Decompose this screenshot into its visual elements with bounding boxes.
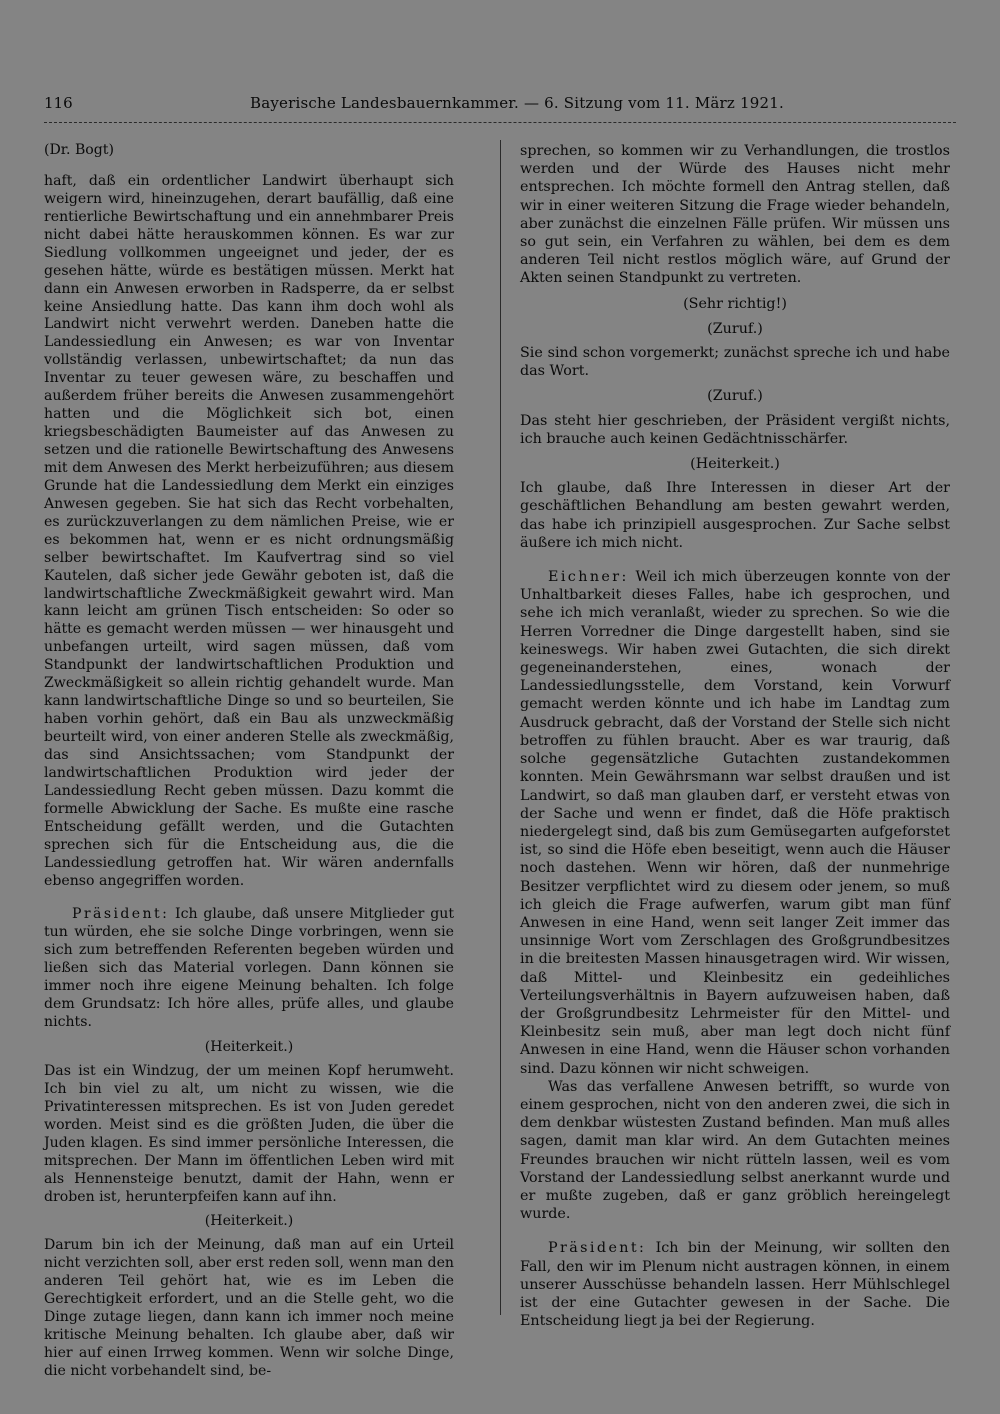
paragraph: sprechen, so kommen wir zu Verhandlungen, die trostlos werden und der Würde des Hauses nicht mehr entsprechen. Ich möchte formell den Antrag stellen, daß wir in einer weiteren Sitzung die Frage wieder behandeln, aber zunächst die einzelnen Fälle prüfen. Wir müssen uns so gut sein, ein Verfahren zu wählen, bei dem es dem anderen Teil nicht restlos möglich wäre, auf Grund der Akten seinen Standpunkt zu vertreten. <box>520 143 950 287</box>
page-number: 116 <box>44 94 73 112</box>
paragraph <box>44 906 454 1032</box>
interjection: (Zuruf.) <box>707 320 763 337</box>
page-header <box>44 94 956 118</box>
left-column <box>44 142 454 1381</box>
speaker-name: Präsident: <box>548 1240 647 1257</box>
paragraph: Was das verfallene Anwesen betrifft, so wurde von einem gesprochen, nicht von den anderen zwei, die sich in dem denkbar wüstesten Zustand befinden. Man muß alles sagen, damit man klar wird. An dem Gutachten meines Freundes brauchen wir nicht rütteln lassen, weil es vom Vorstand der Landessiedlung selbst anerkannt wurde und er mußte zugeben, daß er ganz gröblich hereingelegt wurde. <box>520 1078 950 1223</box>
speech-text: Ich glaube, daß unsere Mitglieder gut tun würden, ehe sie solche Dinge vorbringen, wenn sie sich zum betreffenden Referenten begeben würden und ließen sich das Material vorlegen. Dann können sie immer noch ihre eigene Meinung behalten. Ich folge dem Grundsatz: Ich höre alles, prüfe alles, und glaube nichts. <box>44 906 454 1031</box>
interjection: (Heiterkeit.) <box>690 456 780 473</box>
right-column <box>520 142 950 1330</box>
speaker-name: Eichner: <box>548 569 629 586</box>
interjection: (Heiterkeit.) <box>204 1213 294 1230</box>
speech-text: Ich bin der Meinung, wir sollten den Fall, den wir im Plenum nicht austragen können, in einem unserer Ausschüsse behandeln lassen. Herr Mühlschlegel ist der eine Gutachter gewesen in der Sache. Die Entscheidung liegt ja bei der Regierung. <box>520 1240 950 1330</box>
paragraph: Darum bin ich der Meinung, daß man auf ein Urteil nicht verzichten soll, aber erst reden soll, wenn man den anderen Teil gehört hat, wie es im Leben die Gerechtigkeit erfordert, und an die Stelle geht, wo die Dinge zutage liegen, dann kann ich immer noch meine kritische Meinung behalten. Ich glaube aber, daß wir hier auf einen Irrweg kommen. Wenn wir solche Dinge, die nicht vorbehandelt sind, be- <box>44 1237 454 1379</box>
paragraph: Das steht hier geschrieben, der Präsident vergißt nichts, ich brauche auch keinen Gedächtnisschärfer. <box>520 412 950 447</box>
speaker-continuation-tag: (Dr. Bogt) <box>44 142 114 158</box>
interjection: (Zuruf.) <box>707 388 763 405</box>
interjection: (Heiterkeit.) <box>204 1039 294 1055</box>
interjection: (Sehr richtig!) <box>683 295 787 312</box>
paragraph: Ich glaube, daß Ihre Interessen in dieser Art der geschäftlichen Behandlung am besten gewahrt werden, das habe ich prinzipiell ausgesprochen. Zur Sache selbst äußere ich mich nicht. <box>520 480 950 551</box>
paragraph <box>520 1239 950 1330</box>
speaker-name: Präsident: <box>72 906 170 923</box>
paragraph: Das ist ein Windzug, der um meinen Kopf herumweht. Ich bin viel zu alt, um nicht zu wissen, wie die Privatinteressen mitsprechen. Es ist von Juden geredet worden. Meist sind es die größten Juden, die über die Juden klagen. Es sind immer persönliche Interessen, die mitsprechen. Der Mann im öffentlichen Leben wird mit als Hennensteige benutzt, damit der Hahn, wenn er droben ist, herunterpfeifen kann auf ihn. <box>44 1062 454 1205</box>
header-rule <box>44 122 956 123</box>
paragraph: haft, daß ein ordentlicher Landwirt überhaupt sich weigern wird, hineinzugehen, derart baufällig, daß eine rentierliche Bewirtschaftung und ein annehmbarer Preis nicht dabei hätte herauskommen können. Es war zur Siedlung vollkommen ungeeignet und jeder, der es gesehen hätte, würde es bestätigen müssen. Merkt hat dann ein Anwesen erworben in Radsperre, da er selbst keine Ansiedlung hatte. Das kann ihm doch wohl als Landwirt nicht verwehrt werden. Daneben hatte die Landessiedlung ein Anwesen; es war von Inventar vollständig verlassen, unbewirtschaftet; da nun das Inventar zu teuer gewesen wäre, zu beschaffen und außerdem früher bereits die Anwesen zusammengehört hatten und die Möglichkeit sich bot, einen kriegsbeschädigten Baumeister auf das Anwesen zu setzen und die rationelle Bewirtschaftung des Anwesens mit dem Anwesen des Merkt herbeizuführen; aus diesem Grunde hat die Landessiedlung dem Merkt ein einziges Anwesen gegeben. Sie hat sich das Recht vorbehalten, es zurückzuverlangen zu dem nämlichen Preise, wie er es bekommen hat, wenn er es nicht ordnungsmäßig selber bewirtschaftet. Im Kaufvertrag sind so viel Kautelen, daß sicher jede Gewähr geboten ist, daß die landwirtschaftliche Zweckmäßigkeit gewahrt wird. Man kann leicht am grünen Tisch entscheiden: So oder so hätte es gemacht werden müssen — wer hinausgeht und unbefangen urteilt, wird sagen müssen, daß vom Standpunkt der landwirtschaftlichen Produktion und Zweckmäßigkeit so allein richtig gehandelt wurde. Man kann landwirtschaftliche Dinge so und so beurteilen, Sie haben vorhin gehört, daß ein Bau als unzweckmäßig beurteilt wird, von einer anderen Stelle als zweckmäßig, das sind Ansichtssachen; vom Standpunkt der landwirtschaftlichen Produktion wird jeder der Landessiedlung Recht geben müssen. Dazu kommt die formelle Abwicklung der Sache. Es mußte eine rasche Entscheidung gefällt werden, und die Gutachten sprechen sich für die Entscheidung aus, die die Landessiedlung getroffen hat. Wir wären andernfalls ebenso angegriffen worden. <box>44 172 454 889</box>
running-title: Bayerische Landesbauernkammer. — 6. Sitzung vom 11. März 1921. <box>250 94 784 112</box>
speech-text: Weil ich mich überzeugen konnte von der Unhaltbarkeit dieses Falles, habe ich gesprochen, und sehe ich mich veranlaßt, wieder zu sprechen. So wie die Herren Vorredner die Dinge dargestellt haben, sind sie keineswegs. Wir haben zwei Gutachten, die sich direkt gegeneinanderstehen, eines, wonach der Landessiedlungsstelle, dem Vorstand, kein Vorwurf gemacht werden könnte und ich habe im Landtag zum Ausdruck gebracht, daß der Vorstand der Stelle sich nicht betroffen zu fühlen braucht. Aber es war traurig, daß solche gegensätzliche Gutachten zustandekommen konnten. Mein Gewährsmann war selbst draußen und ist Landwirt, so daß man glauben darf, er versteht etwas von der Sache und wenn er findet, daß die Höfe praktisch niedergelegt sind, daß bis zum Gemüsegarten aufgeforstet ist, so sind die Höfe eben beseitigt, wenn auch die Häuser noch dastehen. Wenn wir hören, daß der nunmehrige Besitzer verpflichtet wird zu diesem oder jenem, so muß ich gleich die Frage aufwerfen, warum gibt man fünf Anwesen in eine Hand, wenn seit langer Zeit immer das unsinnige Wort vom Zerschlagen des Großgrundbesitzes in die breitesten Massen hinausgetragen wird. Wir wissen, daß Mittel- und Kleinbesitz ein gedeihliches Verteilungsverhältnis in Bayern aufzuweisen haben, daß der Großgrundbesitz Lehrmeister für den Mittel- und Kleinbesitz sein muß, aber man legt doch nicht fünf Anwesen in eine Hand, wenn die Häuser schon vorhanden sind. Dazu können wir nicht schweigen. <box>520 569 950 1077</box>
paragraph: Sie sind schon vorgemerkt; zunächst spreche ich und habe das Wort. <box>520 345 950 380</box>
paragraph <box>520 568 950 1078</box>
column-divider <box>500 140 501 1315</box>
